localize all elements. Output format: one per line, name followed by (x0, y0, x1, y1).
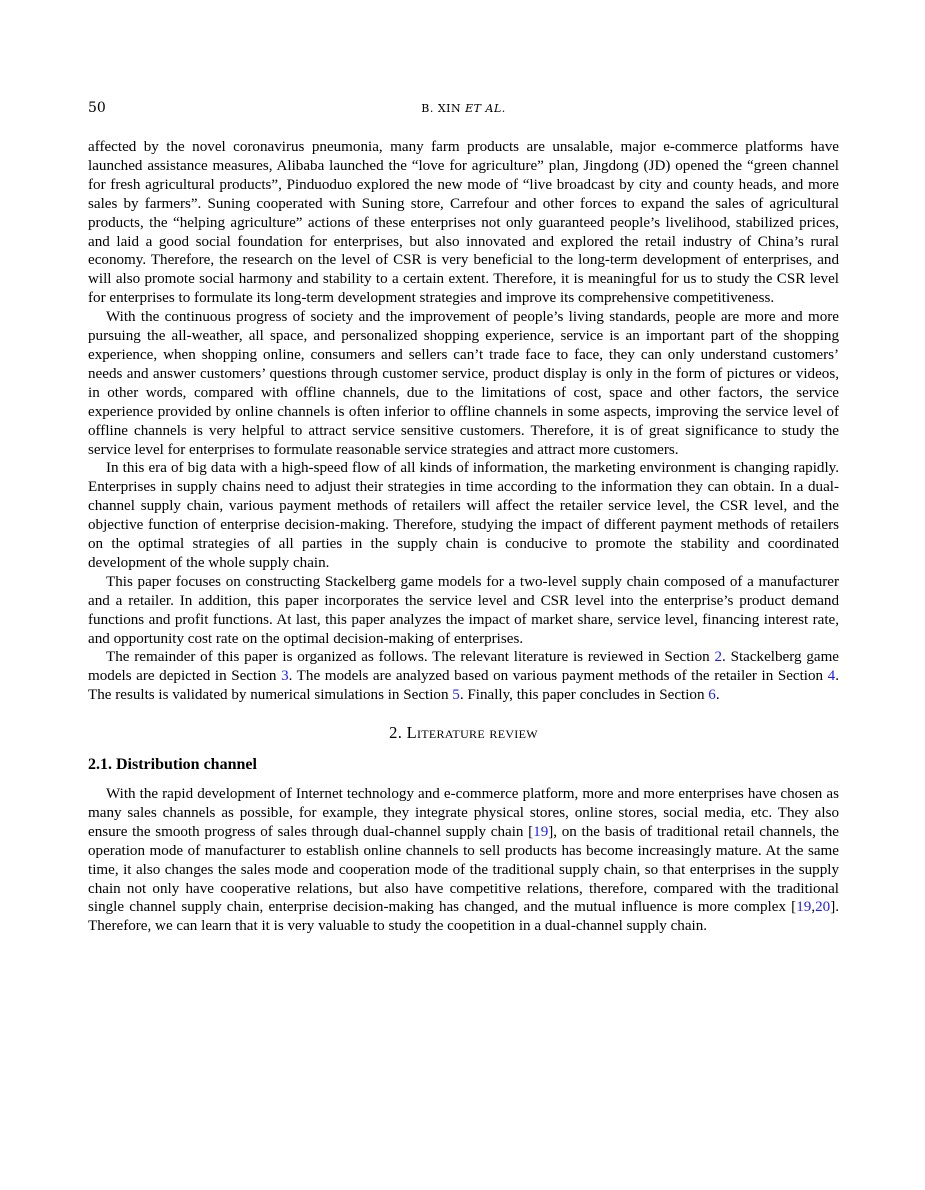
section-title: Literature review (406, 723, 538, 743)
citation-link[interactable]: 19 (796, 899, 812, 916)
paragraph-service: With the continuous progress of society and the improvement of people’s living standards, people are more and more pursuing the all-weather, all space, and personalized shopping experience, service is an important part of the shopping experience, when shopping online, consumers and sellers can’t trade face to face, they can only understand customers’ needs and answer customers’ questions through customer service, product display is only in the form of pictures or videos, in other words, compared with offline channels, due to the limitations of cost, space and other factors, the service experience provided by online channels is often inferior to offline channels in some aspects, improving the service level of offline channels is very helpful to attract service sensitive customers. Therefore, it is of great significance to study the service level for enterprises to formulate reasonable service strategies and attract more customers. (88, 309, 839, 458)
section-number: 2. (389, 723, 403, 743)
citation-link[interactable]: 19 (533, 823, 549, 840)
paragraph-distribution: With the rapid development of Internet technology and e-commerce platform, more and more enterprises have chosen as many sales channels as possible, for example, they integrate physical stores, online stores, social media, etc. They also ensure the smooth progress of sales through dual-channel supply chain [19], on the basis of traditional retail channels, the operation mode of manufacturer to establish online channels to sell products has become increasingly mature. At the same time, it also changes the sales mode and cooperation mode of the traditional supply chain, so that enterprises in the supply chain not only have cooperative relations, but also have competitive relations, therefore, compared with the traditional single channel supply chain, enterprise decision-making has changed, and the mutual influence is more complex [19,20]. Therefore, we can learn that it is very valuable to study the coopetition in a dual-channel supply chain. (88, 786, 839, 935)
section-link[interactable]: 4 (827, 668, 836, 685)
paragraph-csr: affected by the novel coronavirus pneumonia, many farm products are unsalable, major e-commerce platforms have launched assistance measures, Alibaba launched the “love for agriculture” plan, Jingdong (JD) opened the “green channel for fresh agricultural products”, Pinduoduo explored the new mode of “live broadcast by city and county heads, and more sales by farmers”. Suning cooperated with Suning store, Carrefour and other forces to expand the sales of agricultural products, the “helping agriculture” actions of these enterprises not only guaranteed people’s livelihood, stabilized prices, and laid a good social foundation for enterprises, but also innovated and explored the retail industry of China’s rural economy. Therefore, the research on the level of CSR is very beneficial to the long-term development of enterprises, and will also promote social harmony and stability to a certain extent. Therefore, it is meaningful for us to study the CSR level for enterprises to formulate its long-term development strategies and improve its comprehensive competitiveness. (88, 139, 839, 307)
page-header (88, 100, 839, 120)
body-text (88, 138, 839, 936)
section-link[interactable]: 2 (714, 649, 723, 666)
citation-link[interactable]: 20 (815, 899, 831, 916)
paragraph-focus: This paper focuses on constructing Stackelberg game models for a two-level supply chain composed of a manufacturer and a retailer. In addition, this paper incorporates the service level and CSR level into the enterprise’s product demand functions and profit functions. At last, this paper analyzes the impact of market share, service level, financing interest rate, and opportunity cost rate on the optimal decision-making of enterprises. (88, 573, 839, 647)
section-link[interactable]: 5 (452, 687, 460, 704)
paragraph-outline: The remainder of this paper is organized as follows. The relevant literature is reviewed in Section 2. Stackelberg game models are depicted in Section 3. The models are analyzed based on various payment methods of the retailer in Section 4. The results is validated by numerical simulations in Section 5. Finally, this paper concludes in Section 6. (88, 649, 840, 704)
section-link[interactable]: 6 (708, 687, 716, 704)
section-link[interactable]: 3 (281, 668, 289, 685)
running-head-authors: B. XIN (421, 102, 462, 115)
subsection-heading: 2.1. Distribution channel (88, 756, 257, 774)
running-head-etal: ET AL. (465, 102, 506, 115)
paragraph-big-data: In this era of big data with a high-speed flow of all kinds of information, the marketing environment is changing rapidly. Enterprises in supply chains need to adjust their strategies in time according to the information they can obtain. In a dual-channel supply chain, various payment methods of retailers will affect the retailer service level, the CSR level, and the objective function of enterprise decision-making. Therefore, studying the impact of different payment methods of retailers on the optimal strategies of all parties in the supply chain is conducive to promote the stability and coordinated development of the whole supply chain. (88, 460, 839, 571)
section-heading (88, 724, 839, 743)
running-head (88, 102, 839, 115)
page-number: 50 (88, 100, 106, 116)
